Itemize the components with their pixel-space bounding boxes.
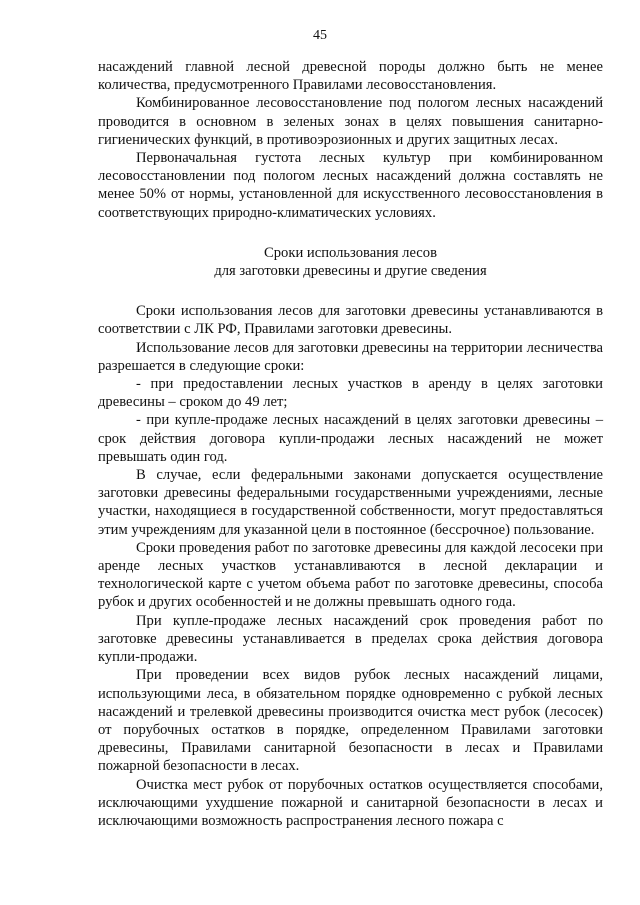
document-body — [98, 58, 603, 830]
paragraph-cleaning-obligation: При проведении всех видов рубок лесных насаждений лицами, использующими леса, в обязательном порядке одновременно с рубкой лесных насаждений и трелевкой древесины производится очистка мест рубок (лесосек) от порубочных остатков в порядке, определенном Правилами заготовки древесины, Правилами санитарной безопасности в лесах и Правилами пожарной безопасности в лесах. — [98, 667, 603, 775]
paragraph-work-terms-sale: При купле-продаже лесных насаждений срок проведения работ по заготовке древесины устанавливается в пределах срока действия договора купли-продажи. — [98, 612, 603, 666]
paragraph-combined-reforestation: Комбинированное лесовосстановление под пологом лесных насаждений проводится в основном в зеленых зонах в целях повышения санитарно-гигиенических функций, в противоэрозионных и других защитных лесах. — [98, 95, 603, 148]
paragraph-terms-intro: Использование лесов для заготовки древесины на территории лесничества разрешается в следующие сроки: — [98, 339, 603, 374]
paragraph-cleaning-methods: Очистка мест рубок от порубочных остатков осуществляется способами, исключающими ухудшение пожарной и санитарной безопасности в лесах и исключающими возможность распространения лесного пожара с — [98, 776, 603, 829]
paragraph-initial-density: Первоначальная густота лесных культур при комбинированном лесовосстановлении под пологом лесных насаждений должна составлять не менее 50% от нормы, установленной для искусственного лесовосстановления в соответствующих природно-климатических условиях. — [98, 150, 603, 221]
paragraph-terms-basis: Сроки использования лесов для заготовки древесины устанавливаются в соответствии с ЛК РФ, Правилами заготовки древесины. — [98, 303, 603, 338]
section-heading-line-2: для заготовки древесины и другие сведения — [214, 263, 487, 280]
list-item-lease-term: - при предоставлении лесных участков в аренду в целях заготовки древесины – сроком до 49 лет; — [98, 376, 603, 411]
paragraph-federal-institutions: В случае, если федеральными законами допускается осуществление заготовки древесины федеральными государственными учреждениями, лесные участки, находящиеся в государственной собственности, могут предоставляться этим учреждениям для указанной цели в постоянное (бессрочное) пользование. — [98, 467, 603, 538]
paragraph-continuation: насаждений главной лесной древесной породы должно быть не менее количества, предусмотренного Правилами лесовосстановления. — [98, 59, 603, 94]
section-heading-line-1: Сроки использования лесов — [264, 244, 437, 261]
paragraph-work-terms-lease: Сроки проведения работ по заготовке древесины для каждой лесосеки при аренде лесных участков устанавливаются в лесной декларации и технологической карте с учетом объема работ по заготовке древесины, способа рубок и других особенностей и не должны превышать одного года. — [98, 539, 603, 611]
section-heading — [98, 244, 603, 280]
page-number: 45 — [313, 28, 327, 43]
list-item-sale-term: - при купле-продаже лесных насаждений в целях заготовки древесины – срок действия договора купли-продажи лесных насаждений не может превышать один год. — [98, 412, 603, 465]
